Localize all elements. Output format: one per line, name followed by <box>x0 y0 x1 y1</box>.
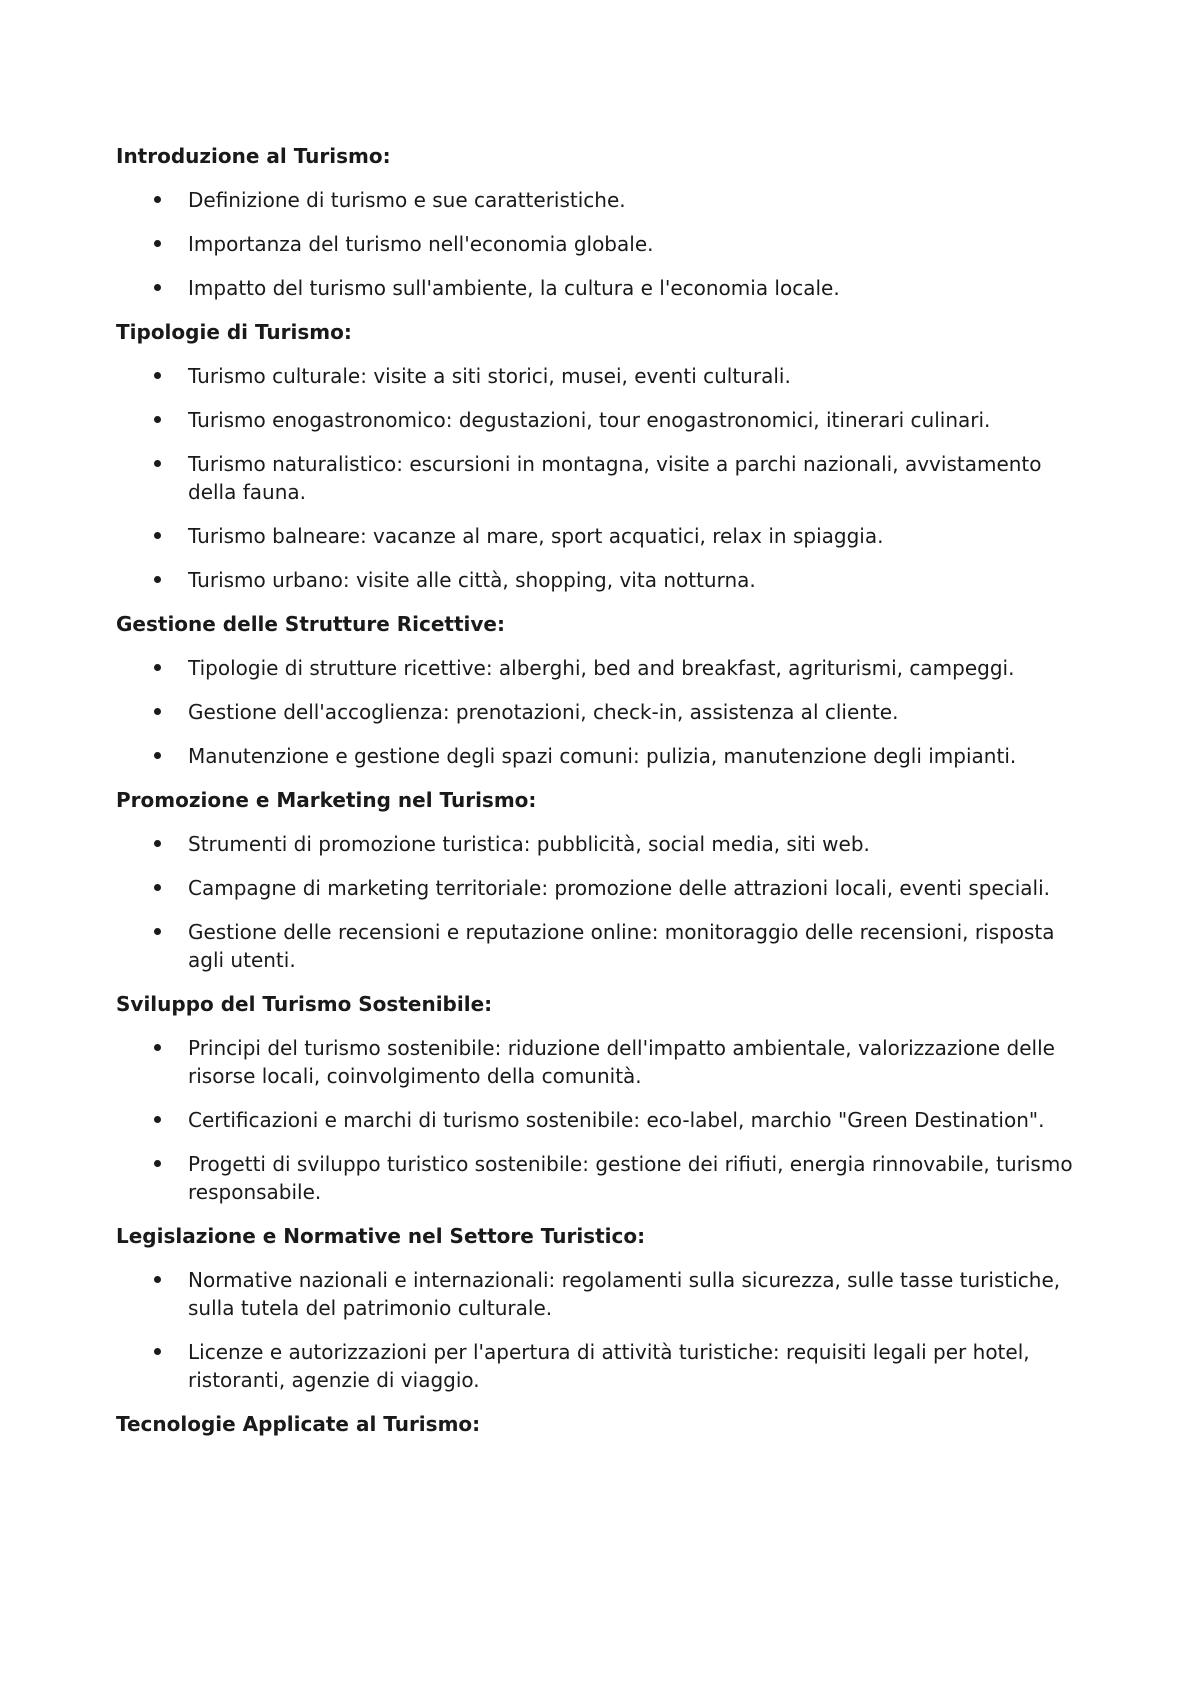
section-heading: Promozione e Marketing nel Turismo: <box>116 788 537 812</box>
list-item <box>116 1106 1096 1134</box>
bullet-icon <box>154 1044 161 1051</box>
bullet-icon <box>154 460 161 467</box>
list-item-text: Definizione di turismo e sue caratteristiche. <box>188 188 626 212</box>
section-legislazione <box>116 1222 1096 1394</box>
list-item-text: Gestione dell'accoglienza: prenotazioni, check-in, assistenza al cliente. <box>188 700 899 724</box>
list-item-text: Strumenti di promozione turistica: pubblicità, social media, siti web. <box>188 832 870 856</box>
bullet-icon <box>154 1116 161 1123</box>
bullet-icon <box>154 196 161 203</box>
bullet-icon <box>154 372 161 379</box>
list-item-text: Turismo culturale: visite a siti storici, musei, eventi culturali. <box>188 364 791 388</box>
list-item-text: Progetti di sviluppo turistico sostenibile: gestione dei rifiuti, energia rinnovabile, turismo responsabile. <box>188 1152 1073 1204</box>
list-item-text: Certificazioni e marchi di turismo sostenibile: eco-label, marchio "Green Destination". <box>188 1108 1045 1132</box>
list-item <box>116 1338 1096 1394</box>
section-heading: Sviluppo del Turismo Sostenibile: <box>116 992 493 1016</box>
bullet-icon <box>154 532 161 539</box>
list-item <box>116 874 1096 902</box>
section-strutture-ricettive <box>116 610 1096 770</box>
bullet-icon <box>154 1160 161 1167</box>
bullet-list <box>116 362 1096 594</box>
list-item-text: Licenze e autorizzazioni per l'apertura di attività turistiche: requisiti legali per hotel, ristoranti, agenzie di viaggio. <box>188 1340 1030 1392</box>
bullet-icon <box>154 284 161 291</box>
list-item <box>116 1034 1096 1090</box>
list-item-text: Manutenzione e gestione degli spazi comuni: pulizia, manutenzione degli impianti. <box>188 744 1017 768</box>
section-heading: Tecnologie Applicate al Turismo: <box>116 1412 481 1436</box>
section-tecnologie <box>116 1410 1096 1438</box>
section-heading: Legislazione e Normative nel Settore Turistico: <box>116 1224 646 1248</box>
list-item-text: Normative nazionali e internazionali: regolamenti sulla sicurezza, sulle tasse turistiche, sulla tutela del patrimonio culturale. <box>188 1268 1061 1320</box>
list-item <box>116 654 1096 682</box>
list-item <box>116 274 1096 302</box>
list-item <box>116 186 1096 214</box>
section-promozione-marketing <box>116 786 1096 974</box>
list-item <box>116 1150 1096 1206</box>
bullet-icon <box>154 1348 161 1355</box>
bullet-icon <box>154 1276 161 1283</box>
bullet-list <box>116 1034 1096 1206</box>
list-item <box>116 698 1096 726</box>
section-heading: Gestione delle Strutture Ricettive: <box>116 612 505 636</box>
list-item <box>116 522 1096 550</box>
list-item-text: Impatto del turismo sull'ambiente, la cultura e l'economia locale. <box>188 276 840 300</box>
list-item <box>116 230 1096 258</box>
list-item-text: Gestione delle recensioni e reputazione online: monitoraggio delle recensioni, risposta agli utenti. <box>188 920 1055 972</box>
bullet-icon <box>154 240 161 247</box>
list-item <box>116 742 1096 770</box>
list-item-text: Turismo urbano: visite alle città, shopping, vita notturna. <box>188 568 756 592</box>
bullet-icon <box>154 708 161 715</box>
section-tipologie <box>116 318 1096 594</box>
list-item <box>116 830 1096 858</box>
section-heading: Tipologie di Turismo: <box>116 320 352 344</box>
bullet-icon <box>154 416 161 423</box>
bullet-list <box>116 830 1096 974</box>
list-item-text: Tipologie di strutture ricettive: alberghi, bed and breakfast, agriturismi, campeggi. <box>188 656 1015 680</box>
bullet-icon <box>154 752 161 759</box>
bullet-icon <box>154 928 161 935</box>
list-item <box>116 1266 1096 1322</box>
list-item-text: Campagne di marketing territoriale: promozione delle attrazioni locali, eventi speciali. <box>188 876 1051 900</box>
bullet-list <box>116 1266 1096 1394</box>
list-item <box>116 566 1096 594</box>
list-item-text: Principi del turismo sostenibile: riduzione dell'impatto ambientale, valorizzazione delle risorse locali, coinvolgimento della comunità. <box>188 1036 1055 1088</box>
section-introduzione <box>116 142 1096 302</box>
section-heading: Introduzione al Turismo: <box>116 144 391 168</box>
section-turismo-sostenibile <box>116 990 1096 1206</box>
list-item <box>116 406 1096 434</box>
bullet-icon <box>154 840 161 847</box>
list-item-text: Turismo balneare: vacanze al mare, sport acquatici, relax in spiaggia. <box>188 524 884 548</box>
list-item <box>116 450 1096 506</box>
list-item-text: Turismo naturalistico: escursioni in montagna, visite a parchi nazionali, avvistamento della fauna. <box>188 452 1042 504</box>
list-item-text: Turismo enogastronomico: degustazioni, tour enogastronomici, itinerari culinari. <box>188 408 991 432</box>
bullet-icon <box>154 664 161 671</box>
list-item <box>116 918 1096 974</box>
document-page <box>116 142 1096 1454</box>
bullet-list <box>116 186 1096 302</box>
bullet-icon <box>154 884 161 891</box>
list-item <box>116 362 1096 390</box>
list-item-text: Importanza del turismo nell'economia globale. <box>188 232 654 256</box>
bullet-list <box>116 654 1096 770</box>
bullet-icon <box>154 576 161 583</box>
